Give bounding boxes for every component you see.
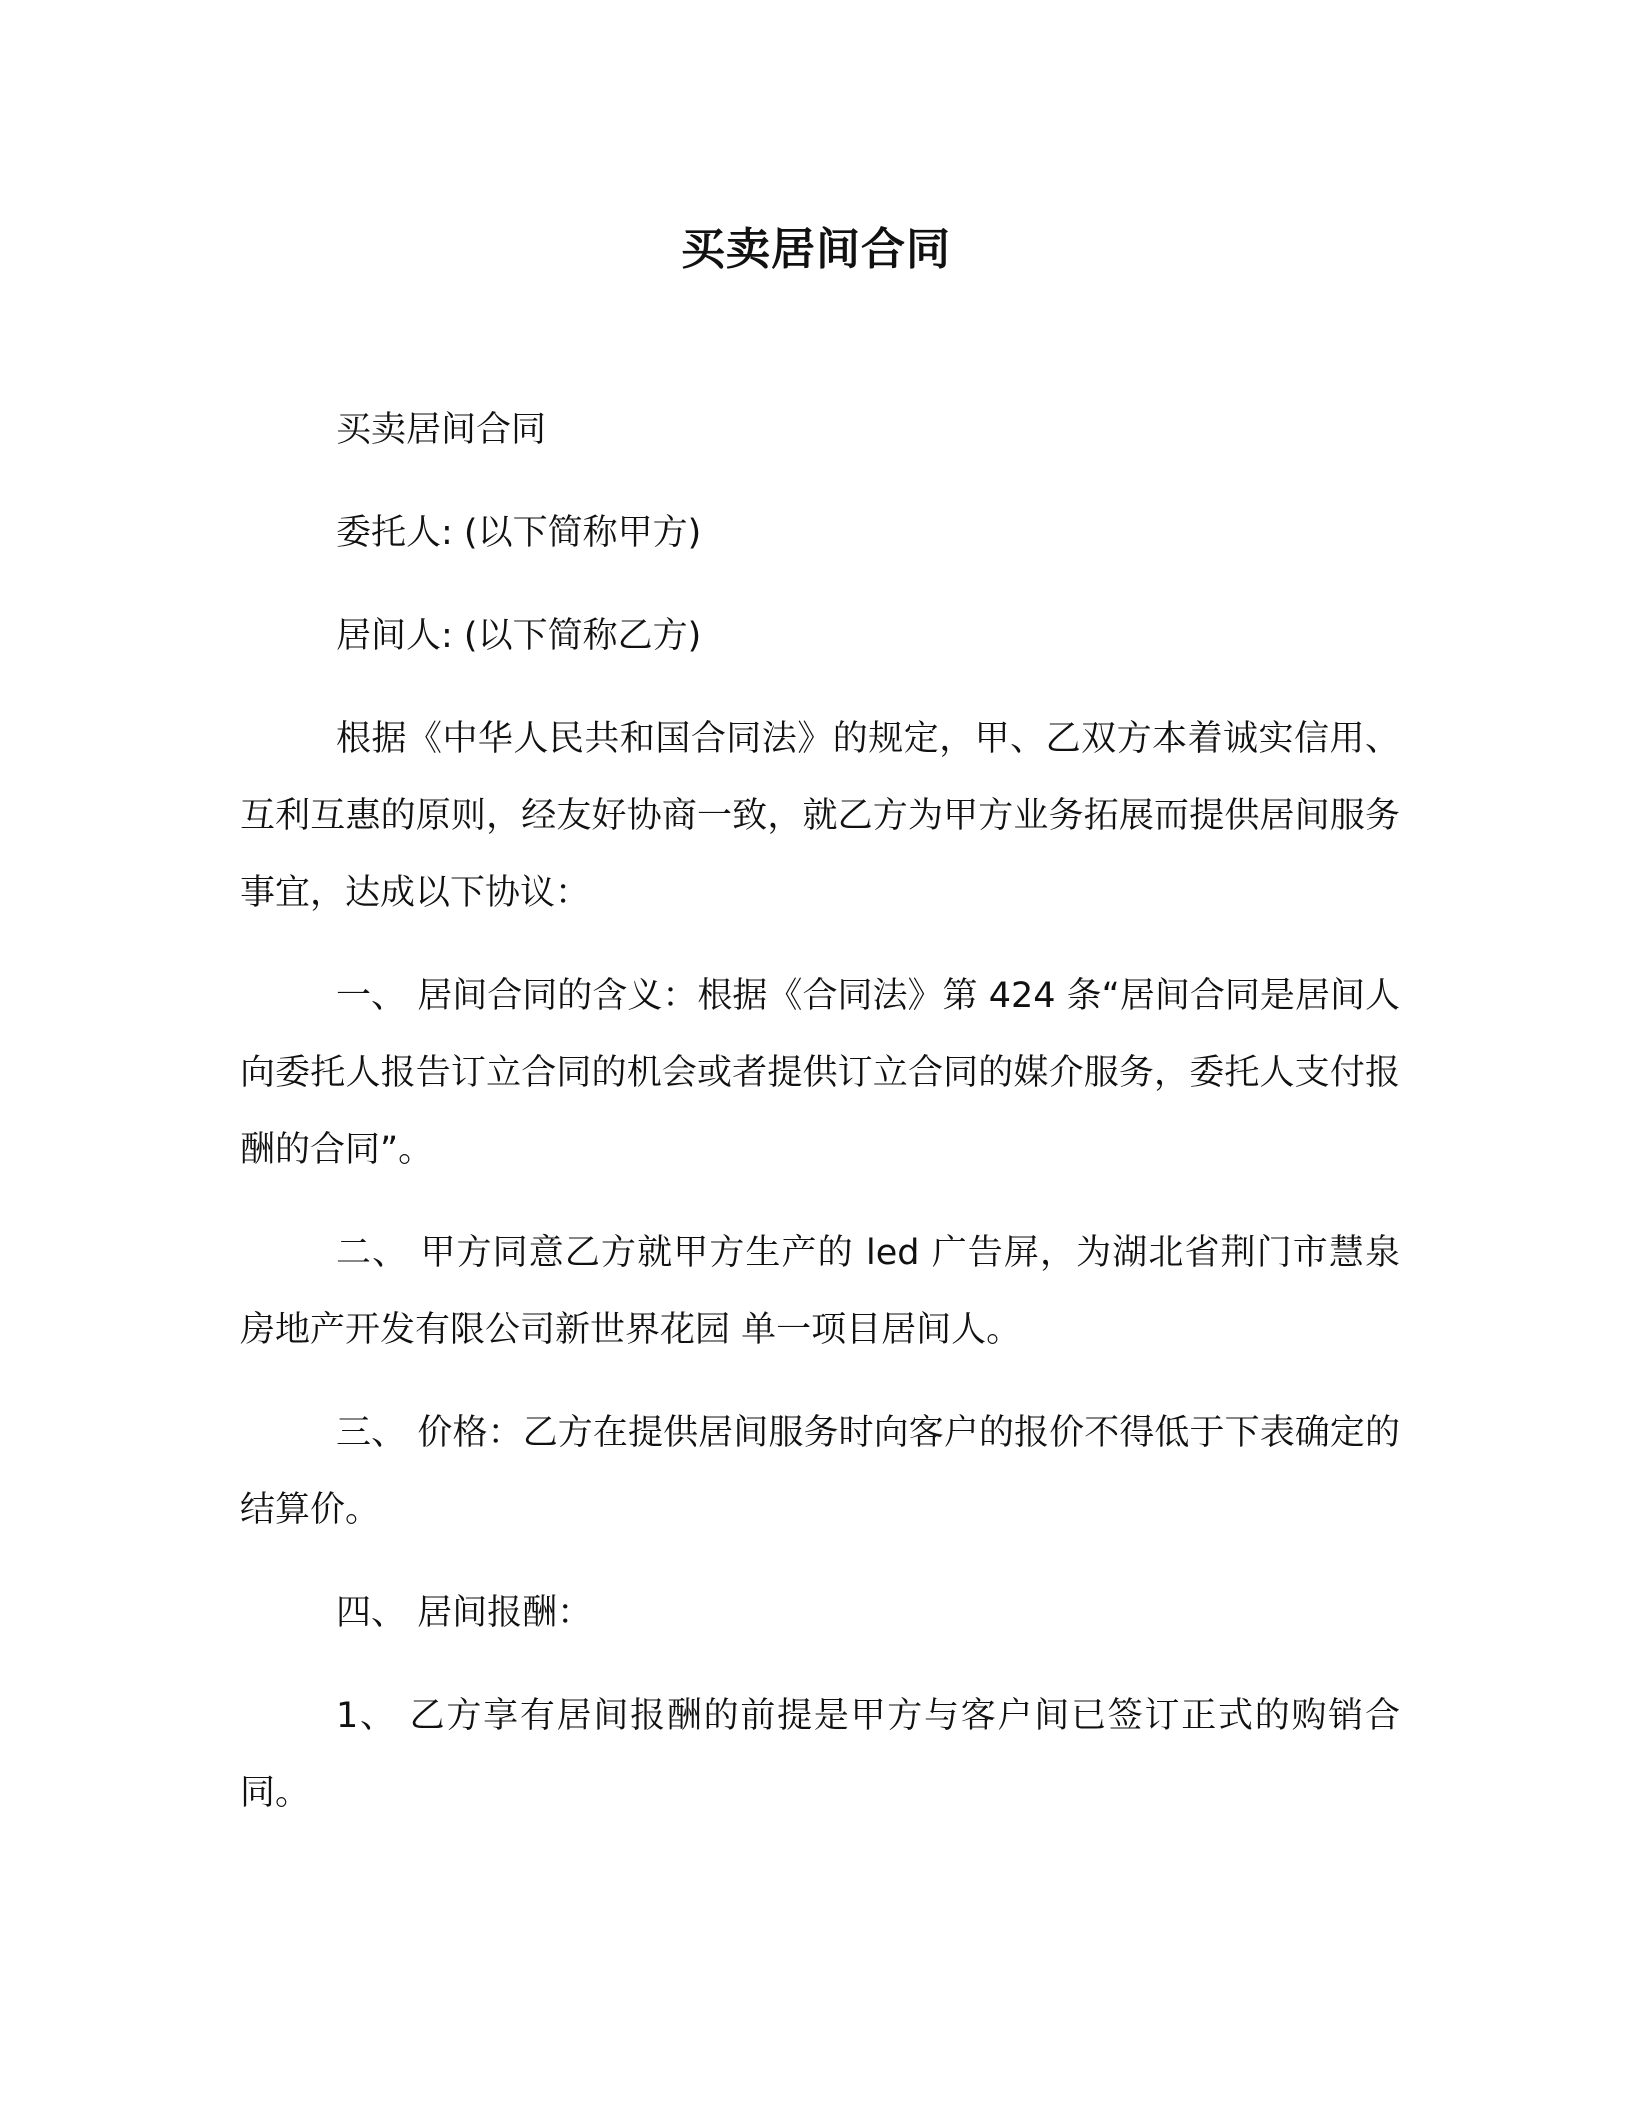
paragraph-subtitle: 买卖居间合同 bbox=[336, 410, 547, 450]
clause-2: 二、 甲方同意乙方就甲方生产的 led 广告屏，为湖北省荆门市慧泉房地产开发有限公司新世界花园 单一项目居间人。 bbox=[240, 1233, 1400, 1350]
clause-3: 三、 价格：乙方在提供居间服务时向客户的报价不得低于下表确定的结算价。 bbox=[240, 1413, 1400, 1530]
clause-1: 一、 居间合同的含义：根据《合同法》第 424 条“居间合同是居间人向委托人报告订立合同的机会或者提供订立合同的媒介服务，委托人支付报酬的合同”。 bbox=[240, 976, 1400, 1170]
paragraph-principal: 委托人: (以下简称甲方) bbox=[336, 513, 702, 553]
clause-4: 四、 居间报酬： bbox=[336, 1593, 593, 1633]
paragraph-preamble: 根据《中华人民共和国合同法》的规定，甲、乙双方本着诚实信用、互利互惠的原则，经友好协商一致，就乙方为甲方业务拓展而提供居间服务事宜，达成以下协议： bbox=[240, 719, 1400, 913]
document-body bbox=[240, 392, 1400, 1858]
document-title: 买卖居间合同 bbox=[681, 224, 951, 275]
paragraph-intermediary: 居间人: (以下简称乙方) bbox=[336, 616, 702, 656]
clause-4-item-1: 1、 乙方享有居间报酬的前提是甲方与客户间已签订正式的购销合同。 bbox=[240, 1696, 1400, 1813]
